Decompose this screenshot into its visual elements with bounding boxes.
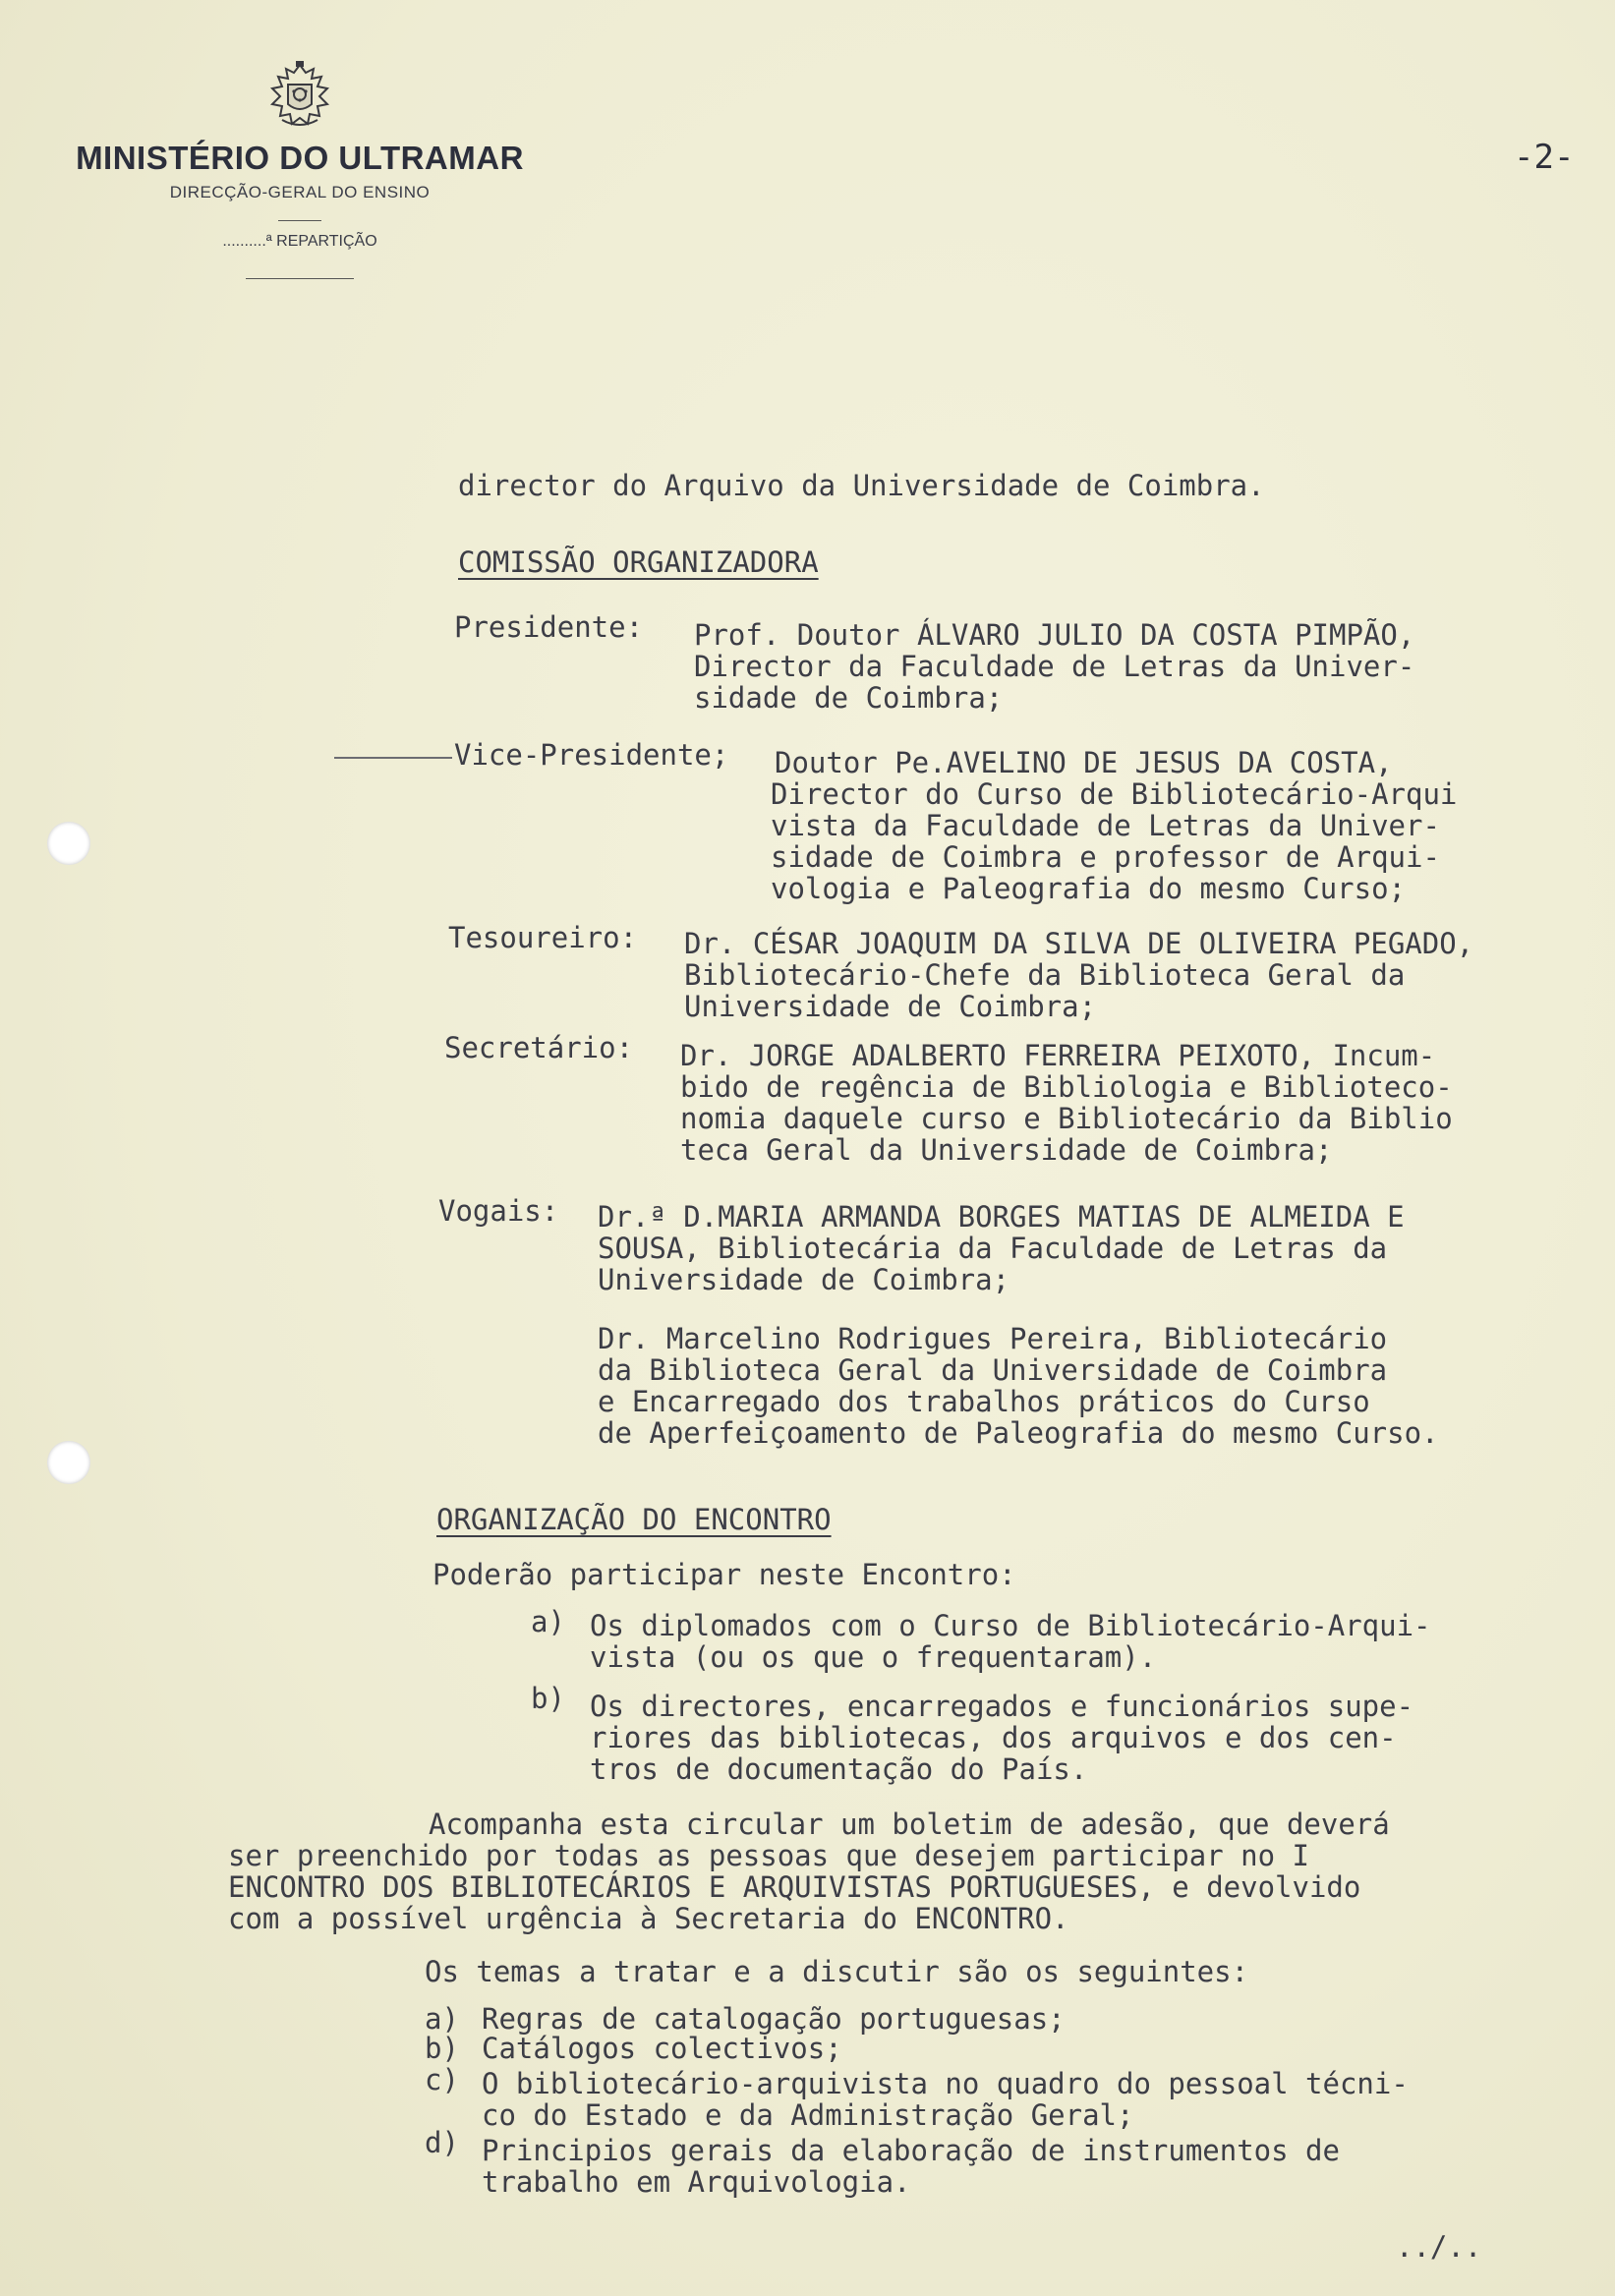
header-divider-long xyxy=(246,278,354,279)
vice-line: vista da Faculdade de Letras da Univer- xyxy=(771,809,1440,842)
tesoureiro-line: Universidade de Coimbra; xyxy=(684,990,1097,1023)
list-marker: a) xyxy=(531,1605,565,1638)
tema-item: Regras de catalogação portuguesas; xyxy=(482,2002,1066,2036)
paragraph-line: ser preenchido por todas as pessoas que desejem participar no I xyxy=(228,1839,1309,1872)
vogais-line: da Biblioteca Geral da Universidade de Coimbra xyxy=(598,1353,1388,1387)
presidente-label: Presidente: xyxy=(454,610,644,644)
temas-intro: Os temas a tratar e a discutir são os seguintes: xyxy=(425,1955,1249,1988)
vogais-label: Vogais: xyxy=(438,1194,559,1228)
vogais-line: e Encarregado dos trabalhos práticos do Curso xyxy=(598,1385,1370,1418)
header-divider xyxy=(278,220,321,221)
paragraph-line: Acompanha esta circular um boletim de adesão, que deverá xyxy=(429,1808,1390,1841)
letterhead xyxy=(69,59,531,279)
presidente-line: sidade de Coimbra; xyxy=(694,681,1004,715)
paragraph-line: com a possível urgência à Secretaria do ENCONTRO. xyxy=(228,1902,1069,1935)
punch-hole-bottom xyxy=(47,1441,90,1484)
tema-marker: c) xyxy=(425,2063,459,2096)
secretario-line: Dr. JORGE ADALBERTO FERREIRA PEIXOTO, Incum- xyxy=(680,1039,1436,1072)
reparticao: ..........ª REPARTIÇÃO xyxy=(222,233,377,250)
vice-line: sidade de Coimbra e professor de Arqui- xyxy=(771,840,1440,874)
ministry-name: MINISTÉRIO DO ULTRAMAR xyxy=(76,140,524,176)
vice-line: Director do Curso de Bibliotecário-Arqui xyxy=(771,777,1458,811)
list-item: vista (ou os que o frequentaram). xyxy=(590,1640,1157,1674)
tema-marker: b) xyxy=(425,2032,459,2065)
tema-item: O bibliotecário-arquivista no quadro do pessoal técni- xyxy=(482,2067,1409,2100)
vogais-line: Dr.ª D.MARIA ARMANDA BORGES MATIAS DE ALMEIDA E xyxy=(598,1200,1405,1234)
organizacao-intro: Poderão participar neste Encontro: xyxy=(433,1558,1016,1591)
tesoureiro-label: Tesoureiro: xyxy=(448,921,638,954)
secretario-line: nomia daquele curso e Bibliotecário da Biblio xyxy=(680,1102,1453,1135)
presidente-line: Prof. Doutor ÁLVARO JULIO DA COSTA PIMPÃO, xyxy=(694,618,1415,652)
comissao-heading: COMISSÃO ORGANIZADORA xyxy=(458,545,819,579)
tema-marker: a) xyxy=(425,2002,459,2036)
vice-line: vologia e Paleografia do mesmo Curso; xyxy=(771,872,1407,905)
continuation-mark: ../.. xyxy=(1396,2230,1482,2264)
tema-item: Catálogos colectivos; xyxy=(482,2032,842,2065)
list-item: Os directores, encarregados e funcionários supe- xyxy=(590,1690,1414,1723)
secretario-label: Secretário: xyxy=(444,1031,634,1064)
direccao-geral: DIRECÇÃO-GERAL DO ENSINO xyxy=(169,183,431,201)
intro-line: director do Arquivo da Universidade de Coimbra. xyxy=(458,469,1265,502)
tema-marker: d) xyxy=(425,2126,459,2159)
vice-label: Vice-Presidente; xyxy=(454,738,729,772)
secretario-line: bido de regência de Bibliologia e Biblioteco- xyxy=(680,1070,1453,1104)
punch-hole-top xyxy=(47,822,90,865)
list-item: tros de documentação do País. xyxy=(590,1752,1088,1786)
tema-item: Principios gerais da elaboração de instrumentos de xyxy=(482,2134,1340,2167)
presidente-line: Director da Faculdade de Letras da Univer- xyxy=(694,650,1415,683)
stray-rule xyxy=(334,757,452,759)
vice-line: Doutor Pe.AVELINO DE JESUS DA COSTA, xyxy=(775,746,1393,779)
vogais-line: Universidade de Coimbra; xyxy=(598,1263,1010,1296)
list-marker: b) xyxy=(531,1682,565,1715)
tesoureiro-line: Dr. CÉSAR JOAQUIM DA SILVA DE OLIVEIRA PEGADO, xyxy=(684,927,1474,960)
list-item: Os diplomados com o Curso de Bibliotecário-Arqui- xyxy=(590,1609,1431,1642)
tesoureiro-line: Bibliotecário-Chefe da Biblioteca Geral da xyxy=(684,958,1406,992)
vogais-line: Dr. Marcelino Rodrigues Pereira, Bibliotecário xyxy=(598,1322,1388,1355)
vogais-line: SOUSA, Bibliotecária da Faculdade de Letras da xyxy=(598,1232,1388,1265)
paragraph-line: ENCONTRO DOS BIBLIOTECÁRIOS E ARQUIVISTAS PORTUGUESES, e devolvido xyxy=(228,1870,1361,1904)
tema-item: trabalho em Arquivologia. xyxy=(482,2165,911,2199)
list-item: riores das bibliotecas, dos arquivos e dos cen- xyxy=(590,1721,1397,1754)
tema-item: co do Estado e da Administração Geral; xyxy=(482,2098,1134,2132)
secretario-line: teca Geral da Universidade de Coimbra; xyxy=(680,1133,1333,1167)
coat-of-arms-icon xyxy=(253,59,347,132)
organizacao-heading: ORGANIZAÇÃO DO ENCONTRO xyxy=(436,1503,832,1536)
page-number: -2- xyxy=(1514,138,1575,177)
vogais-line: de Aperfeiçoamento de Paleografia do mesmo Curso. xyxy=(598,1416,1439,1450)
